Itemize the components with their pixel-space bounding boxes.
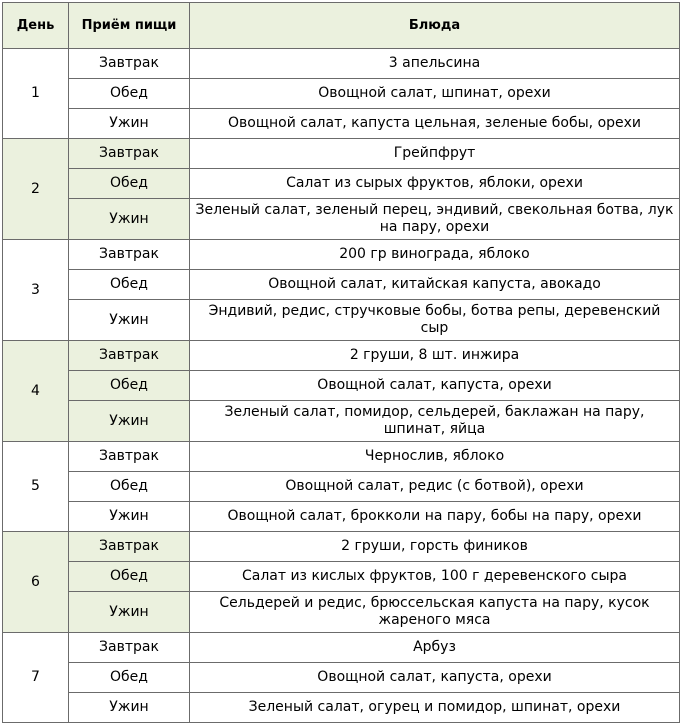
- meal-cell: Обед: [69, 371, 190, 401]
- day-cell: 1: [3, 49, 69, 139]
- dish-cell: Салат из кислых фруктов, 100 г деревенского сыра: [190, 562, 680, 592]
- meal-cell: Завтрак: [69, 633, 190, 663]
- dish-cell: Зеленый салат, зеленый перец, эндивий, свекольная ботва, лук на пару, орехи: [190, 199, 680, 240]
- table-row: [3, 341, 680, 371]
- meal-cell: Ужин: [69, 693, 190, 723]
- dish-cell: Овощной салат, китайская капуста, авокадо: [190, 270, 680, 300]
- day-cell: 7: [3, 633, 69, 723]
- dish-cell: Сельдерей и редис, брюссельская капуста на пару, кусок жареного мяса: [190, 592, 680, 633]
- header-meal: Приём пищи: [69, 3, 190, 49]
- table-row: [3, 442, 680, 472]
- meal-cell: Обед: [69, 562, 190, 592]
- header-dishes: Блюда: [190, 3, 680, 49]
- dish-cell: Зеленый салат, помидор, сельдерей, баклажан на пару, шпинат, яйца: [190, 401, 680, 442]
- day-cell: 4: [3, 341, 69, 442]
- table-row: [3, 300, 680, 341]
- dish-cell: Овощной салат, капуста, орехи: [190, 371, 680, 401]
- table-row: [3, 240, 680, 270]
- table-row: [3, 401, 680, 442]
- table-row: [3, 49, 680, 79]
- dish-cell: Овощной салат, шпинат, орехи: [190, 79, 680, 109]
- meal-cell: Обед: [69, 472, 190, 502]
- table-row: [3, 633, 680, 663]
- table-row: [3, 79, 680, 109]
- dish-cell: Грейпфрут: [190, 139, 680, 169]
- dish-cell: 2 груши, 8 шт. инжира: [190, 341, 680, 371]
- meal-cell: Завтрак: [69, 240, 190, 270]
- table-row: [3, 139, 680, 169]
- table-row: [3, 371, 680, 401]
- meal-cell: Ужин: [69, 502, 190, 532]
- meal-cell: Завтрак: [69, 532, 190, 562]
- meal-cell: Завтрак: [69, 341, 190, 371]
- dish-cell: Чернослив, яблоко: [190, 442, 680, 472]
- meal-cell: Завтрак: [69, 139, 190, 169]
- meal-cell: Обед: [69, 169, 190, 199]
- meal-cell: Завтрак: [69, 442, 190, 472]
- table-row: [3, 502, 680, 532]
- diet-table: [2, 2, 680, 723]
- meal-cell: Ужин: [69, 199, 190, 240]
- table-row: [3, 532, 680, 562]
- table-row: [3, 592, 680, 633]
- dish-cell: Овощной салат, брокколи на пару, бобы на пару, орехи: [190, 502, 680, 532]
- day-cell: 6: [3, 532, 69, 633]
- dish-cell: 200 гр винограда, яблоко: [190, 240, 680, 270]
- dish-cell: 3 апельсина: [190, 49, 680, 79]
- table-row: [3, 199, 680, 240]
- meal-cell: Ужин: [69, 109, 190, 139]
- dish-cell: 2 груши, горсть фиников: [190, 532, 680, 562]
- meal-cell: Ужин: [69, 300, 190, 341]
- dish-cell: Овощной салат, капуста цельная, зеленые бобы, орехи: [190, 109, 680, 139]
- dish-cell: Зеленый салат, огурец и помидор, шпинат, орехи: [190, 693, 680, 723]
- meal-cell: Обед: [69, 79, 190, 109]
- dish-cell: Овощной салат, редис (с ботвой), орехи: [190, 472, 680, 502]
- table-row: [3, 693, 680, 723]
- table-row: [3, 663, 680, 693]
- table-row: [3, 562, 680, 592]
- dish-cell: Овощной салат, капуста, орехи: [190, 663, 680, 693]
- table-row: [3, 270, 680, 300]
- meal-cell: Завтрак: [69, 49, 190, 79]
- header-row: [3, 3, 680, 49]
- meal-cell: Обед: [69, 270, 190, 300]
- table-row: [3, 109, 680, 139]
- dish-cell: Эндивий, редис, стручковые бобы, ботва репы, деревенский сыр: [190, 300, 680, 341]
- header-day: День: [3, 3, 69, 49]
- day-cell: 5: [3, 442, 69, 532]
- table-row: [3, 169, 680, 199]
- dish-cell: Салат из сырых фруктов, яблоки, орехи: [190, 169, 680, 199]
- dish-cell: Арбуз: [190, 633, 680, 663]
- meal-cell: Обед: [69, 663, 190, 693]
- day-cell: 3: [3, 240, 69, 341]
- meal-cell: Ужин: [69, 401, 190, 442]
- table-row: [3, 472, 680, 502]
- meal-cell: Ужин: [69, 592, 190, 633]
- day-cell: 2: [3, 139, 69, 240]
